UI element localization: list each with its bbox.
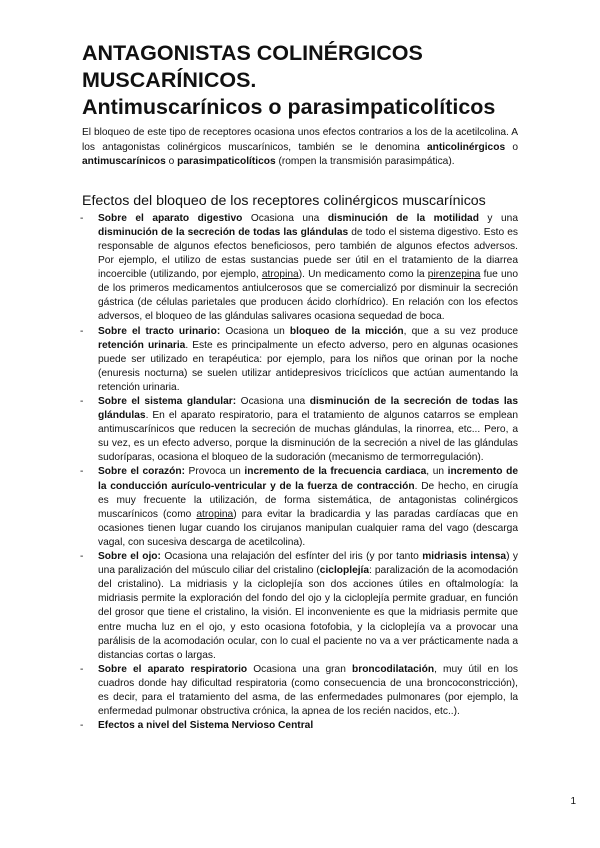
- bullet-dash: -: [80, 466, 84, 478]
- bullet-dash: -: [80, 325, 84, 337]
- bullet-dash: -: [80, 720, 84, 732]
- page-number: 1: [570, 796, 576, 807]
- list-item-cns: - Efectos a nivel del Sistema Nervioso Central: [82, 719, 518, 733]
- bullet-dash: -: [80, 212, 84, 224]
- list-item-eye: - Sobre el ojo: Ocasiona una relajación del esfínter del iris (y por tanto midriasis intensa) y una paralización del músculo ciliar del cristalino (cicloplejía: paralización de la acomodación del cristalino). La midriasis y la cicloplejía son dos acciones útiles en oftalmología: la midriasis permite la exploración del fondo del ojo y la cicloplejía permite graduar, en función del grosor que tiene el cristalino, la visión. El inconveniente es que la midriasis permite que entre mucha luz en el ojo, y esto ocasiona fotofobia, y la cicloplejía va a provocar una parálisis de la acomodación ocular, con lo cual el paciente no va a ver prácticamente nada a distancias cortas o largas.: [80, 551, 518, 661]
- page-title: ANTAGONISTAS COLINÉRGICOS MUSCARÍNICOS. Antimuscarínicos o parasimpaticolíticos: [82, 41, 496, 119]
- page-subtitle: Antimuscarínicos o parasimpaticolíticos: [82, 95, 496, 119]
- bullet-dash: -: [80, 396, 84, 407]
- list-item-heart: - Sobre el corazón: Provoca un incremento de la frecuencia cardiaca, un incremento de la conducción aurículo-ventricular y de la fuerza de contracción. De hecho, en cirugía es muy frecuente la utilización, de forma sistemática, de antagonistas colinérgicos muscarínicos (como atropina) para evitar la bradicardia y las paradas cardíacas que en ocasiones tienen lugar cuando los cirujanos manipulan cualquier rama del vago (descarga vagal, con sucesiva descarga de acetilcolina).: [80, 466, 519, 548]
- list-item-urinary: - Sobre el tracto urinario: Ocasiona un bloqueo de la micción, que a su vez produce retención urinaria. Este es principalmente un efecto adverso, pero en algunas ocasiones puede ser utilizado en terapéutica: por ejemplo, para los niños que orinan por la noche (enuresis nocturna) se suelen utilizar antidepresivos tricíclicos que actúan aumentando la retención urinaria.: [80, 325, 519, 393]
- bullet-dash: -: [80, 663, 84, 675]
- effects-list: [82, 212, 518, 733]
- list-item-digestive: - Sobre el aparato digestivo Ocasiona una disminución de la motilidad y una disminución de la secreción de todas las glándulas de todo el sistema digestivo. Esto es responsable de algunos efectos beneficiosos, pero también de algunos efectos adversos. Por ejemplo, el utilizo de estas sustancias puede ser útil en el tratamiento de la diarrea incoercible (utilizando, por ejemplo, atropina). Un medicamento como la pirenzepina fue uno de los primeros medicamentos antiulcerosos que se comercializó por disminuir la secreción gástrica (de células parietales que producen ácido clorhídrico). En relación con los efectos adversos, el bloqueo de las glándulas salivares ocasiona sequedad de boca.: [80, 212, 518, 323]
- section-heading: Efectos del bloqueo de los receptores colinérgicos muscarínicos: [82, 192, 486, 209]
- bullet-dash: -: [80, 551, 84, 563]
- list-item-glandular: - Sobre el sistema glandular: Ocasiona una disminución de la secreción de todas las glándulas. En el aparato respiratorio, para el tratamiento de algunos catarros se emplean antimuscarínicos que reducen la secreción de muchas glándulas, la rinorrea, etc... Pero, a su vez, es un efecto adverso, porque la disminución de la secreción a nivel de las glándulas sudoríparas, ocasiona el bloqueo de la sudoración (mecanismo de termorregulación).: [80, 396, 519, 464]
- intro-paragraph: El bloqueo de este tipo de receptores ocasiona unos efectos contrarios a los de la acetilcolina. A los antagonistas colinérgicos muscarínicos, también se le denomina anticolinérgicos o antimuscarínicos o parasimpaticolíticos (rompen la transmisión parasimpática).: [82, 127, 519, 168]
- list-item-respiratory: - Sobre el aparato respiratorio Ocasiona una gran broncodilatación, muy útil en los cuadros donde hay dificultad respiratoria (como consecuencia de una broncoconstricción), es decir, para el tratamiento del asma, de las enfermedades pulmonares (por ejemplo, la enfermedad pulmonar obstructiva crónica, la apnea de los recién nacidos, etc..).: [80, 663, 518, 718]
